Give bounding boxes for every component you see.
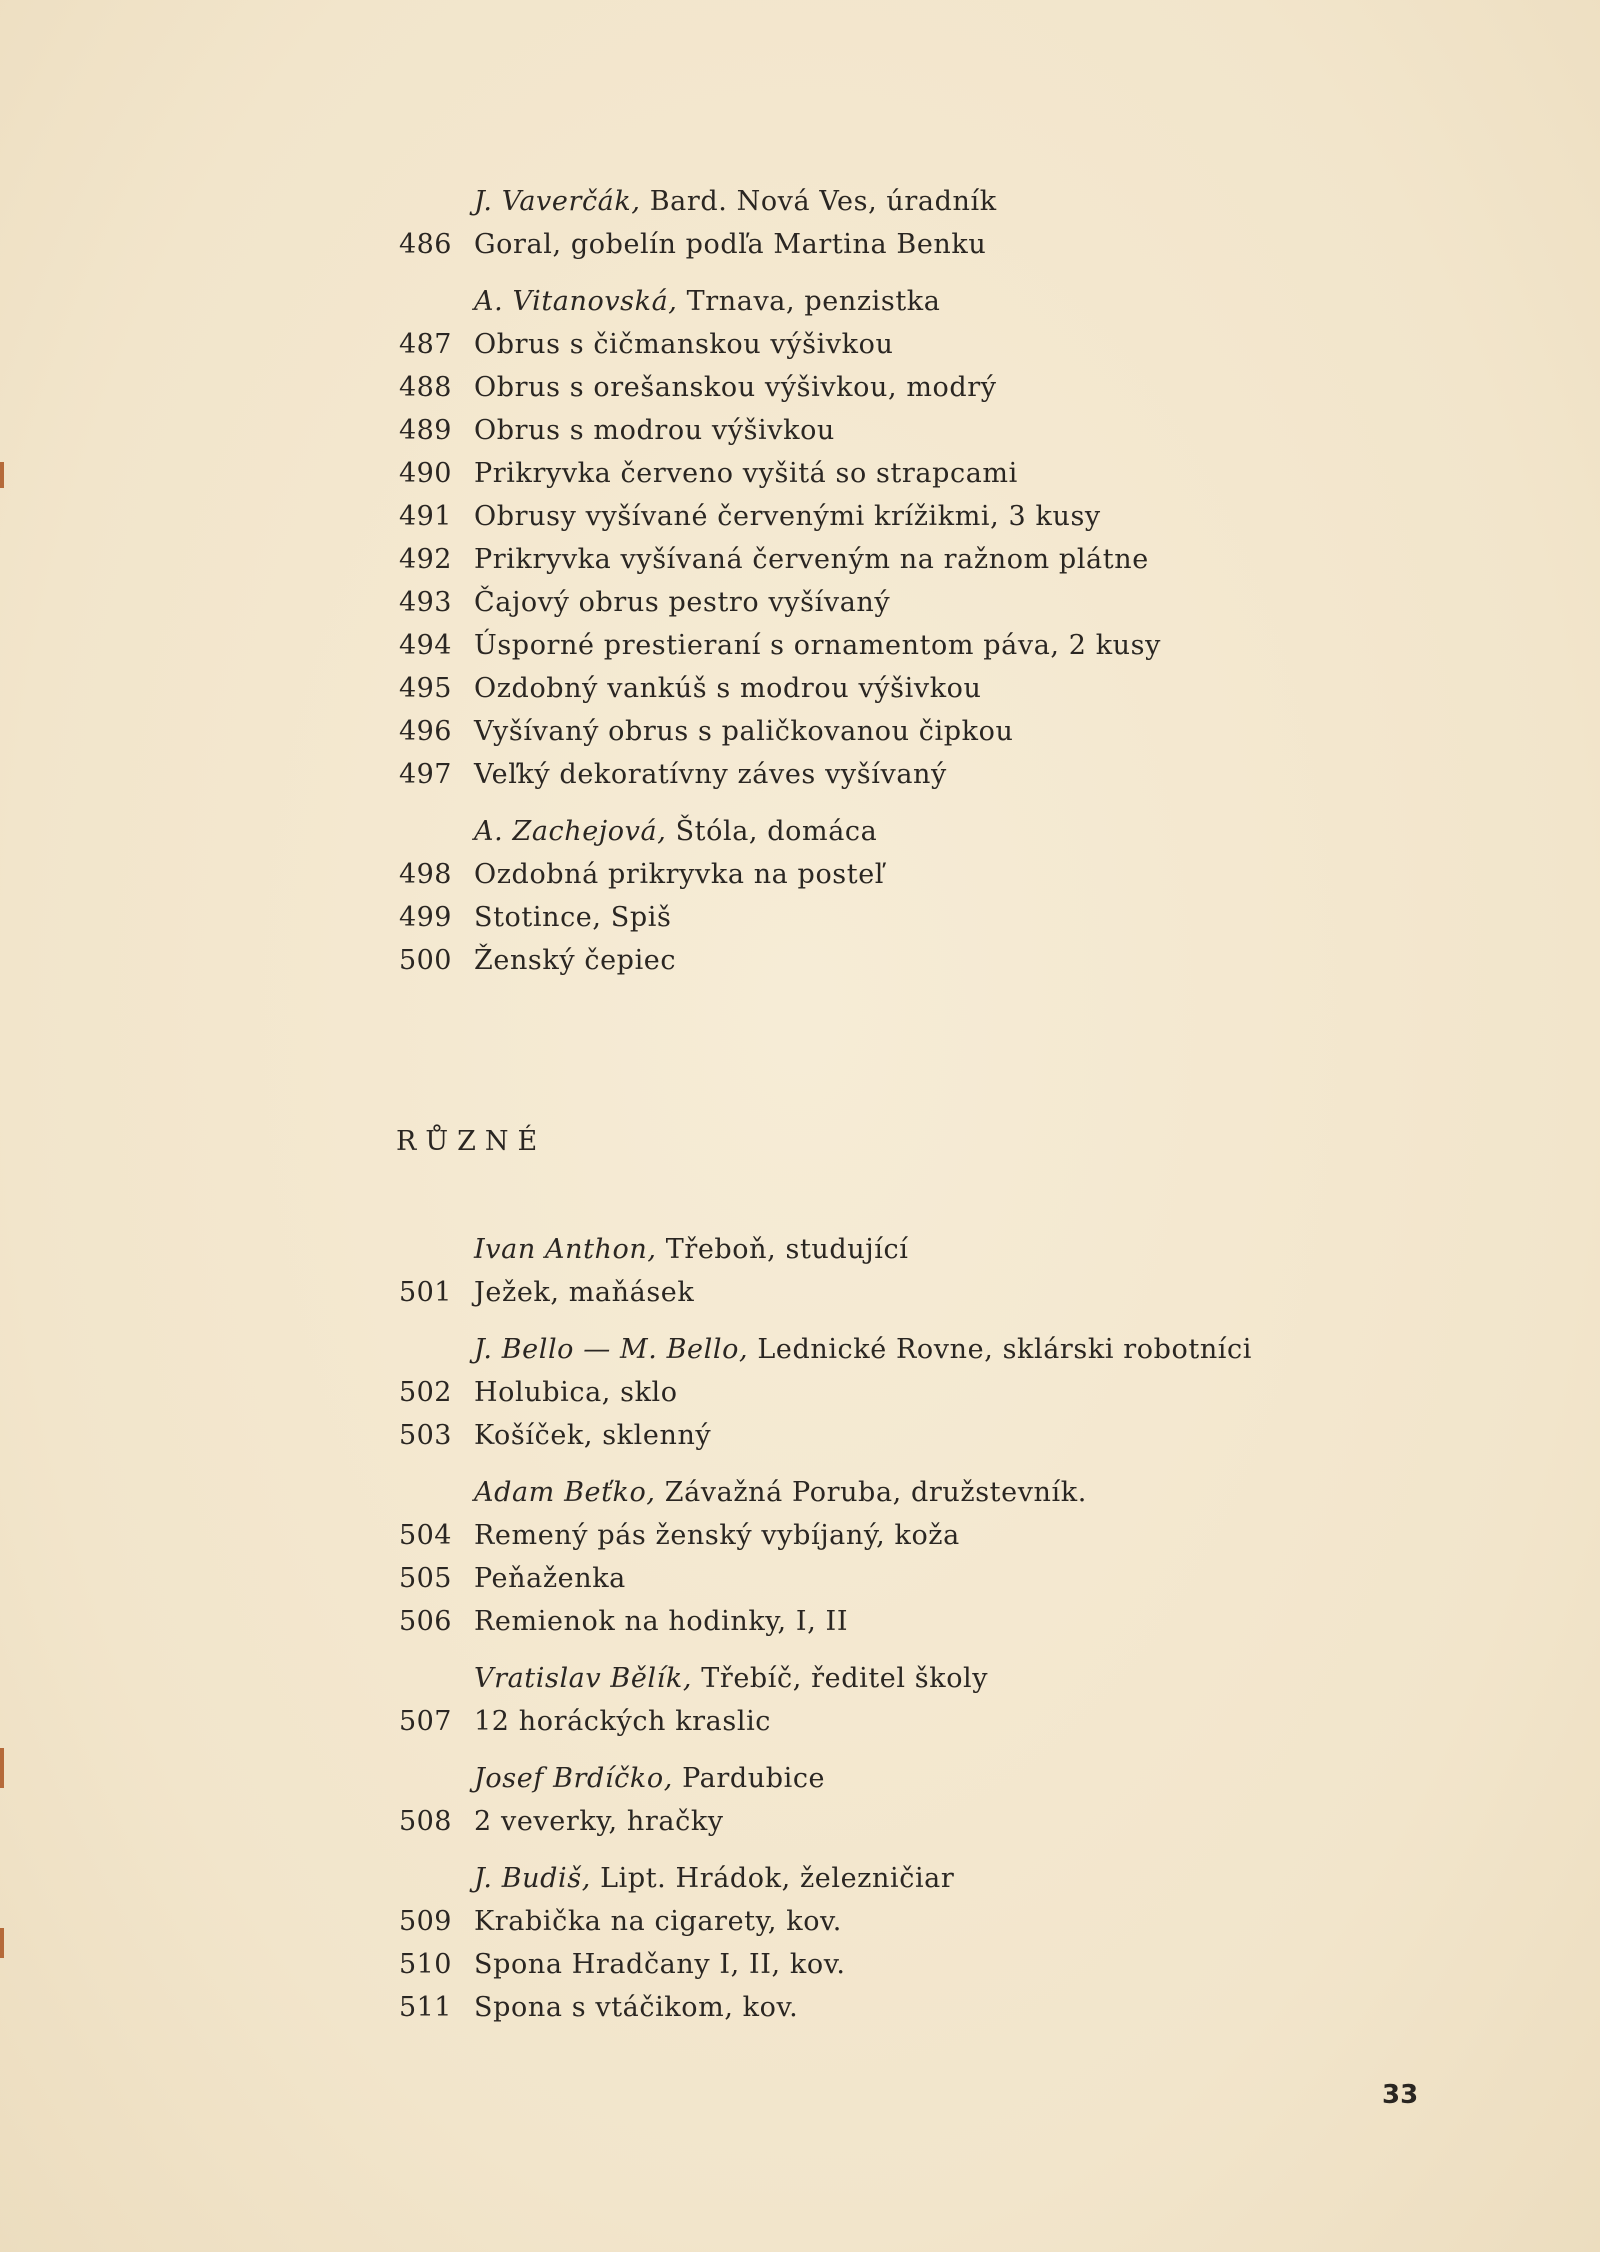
edge-mark [0, 1928, 4, 1958]
catalog-entry [390, 667, 1390, 710]
entry-text: Obrus s čičmanskou výšivkou [474, 329, 894, 360]
catalog-entry [390, 1900, 1390, 1943]
donor-group [390, 1657, 1390, 1743]
donor-info: Trnava, penzistka [686, 286, 941, 317]
donor-name: J. Vaverčák, [474, 186, 641, 217]
entry-number: 486 [398, 229, 452, 260]
entry-number: 495 [398, 673, 452, 704]
donor-line [390, 280, 1390, 323]
entry-number: 502 [398, 1377, 452, 1408]
entry-text: Ženský čepiec [474, 945, 677, 976]
donor-group [390, 1471, 1390, 1643]
entry-text: Veľký dekoratívny záves vyšívaný [474, 759, 947, 790]
section-heading: RŮZNÉ [396, 1126, 547, 1157]
entry-number: 496 [398, 716, 452, 747]
donor-group [390, 1857, 1390, 2029]
donor-name: J. Budiš, [474, 1863, 591, 1894]
donor-name: A. Vitanovská, [474, 286, 678, 317]
entry-number: 500 [398, 945, 452, 976]
entry-text: Ježek, maňásek [474, 1277, 695, 1308]
entry-text: 2 veverky, hračky [474, 1806, 724, 1837]
donor-info: Pardubice [682, 1763, 826, 1794]
entry-number: 511 [398, 1992, 452, 2023]
entry-text: Obrusy vyšívané červenými krížikmi, 3 kusy [474, 501, 1101, 532]
donor-group [390, 810, 1390, 982]
donor-info: Třeboň, studující [665, 1234, 909, 1265]
entry-number: 493 [398, 587, 452, 618]
entry-text: Goral, gobelín podľa Martina Benku [474, 229, 987, 260]
donor-info: Závažná Poruba, družstevník. [664, 1477, 1087, 1508]
catalog-entry [390, 1700, 1390, 1743]
catalog-entry [390, 1271, 1390, 1314]
entry-text: Ozdobná prikryvka na posteľ [474, 859, 885, 890]
entry-number: 492 [398, 544, 452, 575]
donor-group [390, 1228, 1390, 1314]
entry-text: Stotince, Spiš [474, 902, 672, 933]
donor-line [390, 1857, 1390, 1900]
donor-name: Adam Beťko, [474, 1477, 656, 1508]
catalog-entry [390, 753, 1390, 796]
entry-text: Obrus s orešanskou výšivkou, modrý [474, 372, 997, 403]
catalog-entry [390, 896, 1390, 939]
catalog-entry [390, 538, 1390, 581]
entry-number: 503 [398, 1420, 452, 1451]
catalog-entry [390, 853, 1390, 896]
donor-name: Vratislav Bělík, [474, 1663, 693, 1694]
entry-text: Čajový obrus pestro vyšívaný [474, 587, 891, 618]
donor-line [390, 810, 1390, 853]
donor-info: Lipt. Hrádok, železničiar [600, 1863, 955, 1894]
entry-text: Obrus s modrou výšivkou [474, 415, 835, 446]
catalog-entry [390, 1943, 1390, 1986]
entry-text: Vyšívaný obrus s paličkovanou čipkou [474, 716, 1014, 747]
catalog-entry [390, 939, 1390, 982]
donor-name: Josef Brdíčko, [474, 1763, 673, 1794]
edge-mark [0, 1748, 4, 1788]
edge-mark [0, 462, 4, 488]
entry-number: 488 [398, 372, 452, 403]
entry-number: 506 [398, 1606, 452, 1637]
entry-text: Spona Hradčany I, II, kov. [474, 1949, 846, 1980]
donor-name: J. Bello — M. Bello, [474, 1334, 749, 1365]
catalog-entry [390, 323, 1390, 366]
donor-group [390, 280, 1390, 796]
entry-number: 491 [398, 501, 452, 532]
donor-info: Bard. Nová Ves, úradník [649, 186, 997, 217]
donor-info: Třebíč, ředitel školy [701, 1663, 989, 1694]
entry-text: Ozdobný vankúš s modrou výšivkou [474, 673, 982, 704]
entry-number: 501 [398, 1277, 452, 1308]
entry-text: Úsporné prestieraní s ornamentom páva, 2 kusy [474, 630, 1161, 661]
entry-number: 510 [398, 1949, 452, 1980]
entry-number: 497 [398, 759, 452, 790]
entry-number: 490 [398, 458, 452, 489]
entry-number: 507 [398, 1706, 452, 1737]
donor-line [390, 1657, 1390, 1700]
catalog-entry [390, 1414, 1390, 1457]
catalog-entry [390, 1514, 1390, 1557]
entry-number: 494 [398, 630, 452, 661]
entry-text: Prikryvka červeno vyšitá so strapcami [474, 458, 1018, 489]
donor-info: Štóla, domáca [675, 816, 878, 847]
entry-number: 498 [398, 859, 452, 890]
donor-name: A. Zachejová, [474, 816, 667, 847]
catalog-entry [390, 1600, 1390, 1643]
donor-line [390, 1471, 1390, 1514]
entry-text: Remienok na hodinky, I, II [474, 1606, 849, 1637]
donor-line [390, 1757, 1390, 1800]
page-number: 33 [1382, 2080, 1419, 2110]
catalog-entry [390, 452, 1390, 495]
donor-group [390, 1757, 1390, 1843]
catalog-section-2 [390, 1228, 1390, 2029]
catalog-entry [390, 366, 1390, 409]
catalog-entry [390, 1371, 1390, 1414]
donor-name: Ivan Anthon, [474, 1234, 657, 1265]
donor-group [390, 1328, 1390, 1457]
entry-text: Prikryvka vyšívaná červeným na ražnom plátne [474, 544, 1149, 575]
entry-number: 499 [398, 902, 452, 933]
catalog-entry [390, 1557, 1390, 1600]
catalog-entry [390, 581, 1390, 624]
catalog-entry [390, 710, 1390, 753]
entry-text: 12 horáckých kraslic [474, 1706, 772, 1737]
entry-number: 508 [398, 1806, 452, 1837]
entry-number: 504 [398, 1520, 452, 1551]
entry-number: 487 [398, 329, 452, 360]
catalog-entry [390, 624, 1390, 667]
catalog-entry [390, 1986, 1390, 2029]
donor-line [390, 180, 1390, 223]
entry-text: Spona s vtáčikom, kov. [474, 1992, 799, 2023]
catalog-entry [390, 495, 1390, 538]
entry-text: Remený pás ženský vybíjaný, koža [474, 1520, 960, 1551]
entry-number: 489 [398, 415, 452, 446]
catalog-entry [390, 223, 1390, 266]
donor-info: Lednické Rovne, sklárski robotníci [757, 1334, 1252, 1365]
catalog-entry [390, 409, 1390, 452]
catalog-entry [390, 1800, 1390, 1843]
entry-text: Peňaženka [474, 1563, 626, 1594]
entry-number: 509 [398, 1906, 452, 1937]
entry-number: 505 [398, 1563, 452, 1594]
entry-text: Holubica, sklo [474, 1377, 678, 1408]
donor-line [390, 1328, 1390, 1371]
donor-line [390, 1228, 1390, 1271]
entry-text: Krabička na cigarety, kov. [474, 1906, 842, 1937]
catalog-section-1 [390, 180, 1390, 982]
donor-group [390, 180, 1390, 266]
entry-text: Košíček, sklenný [474, 1420, 712, 1451]
